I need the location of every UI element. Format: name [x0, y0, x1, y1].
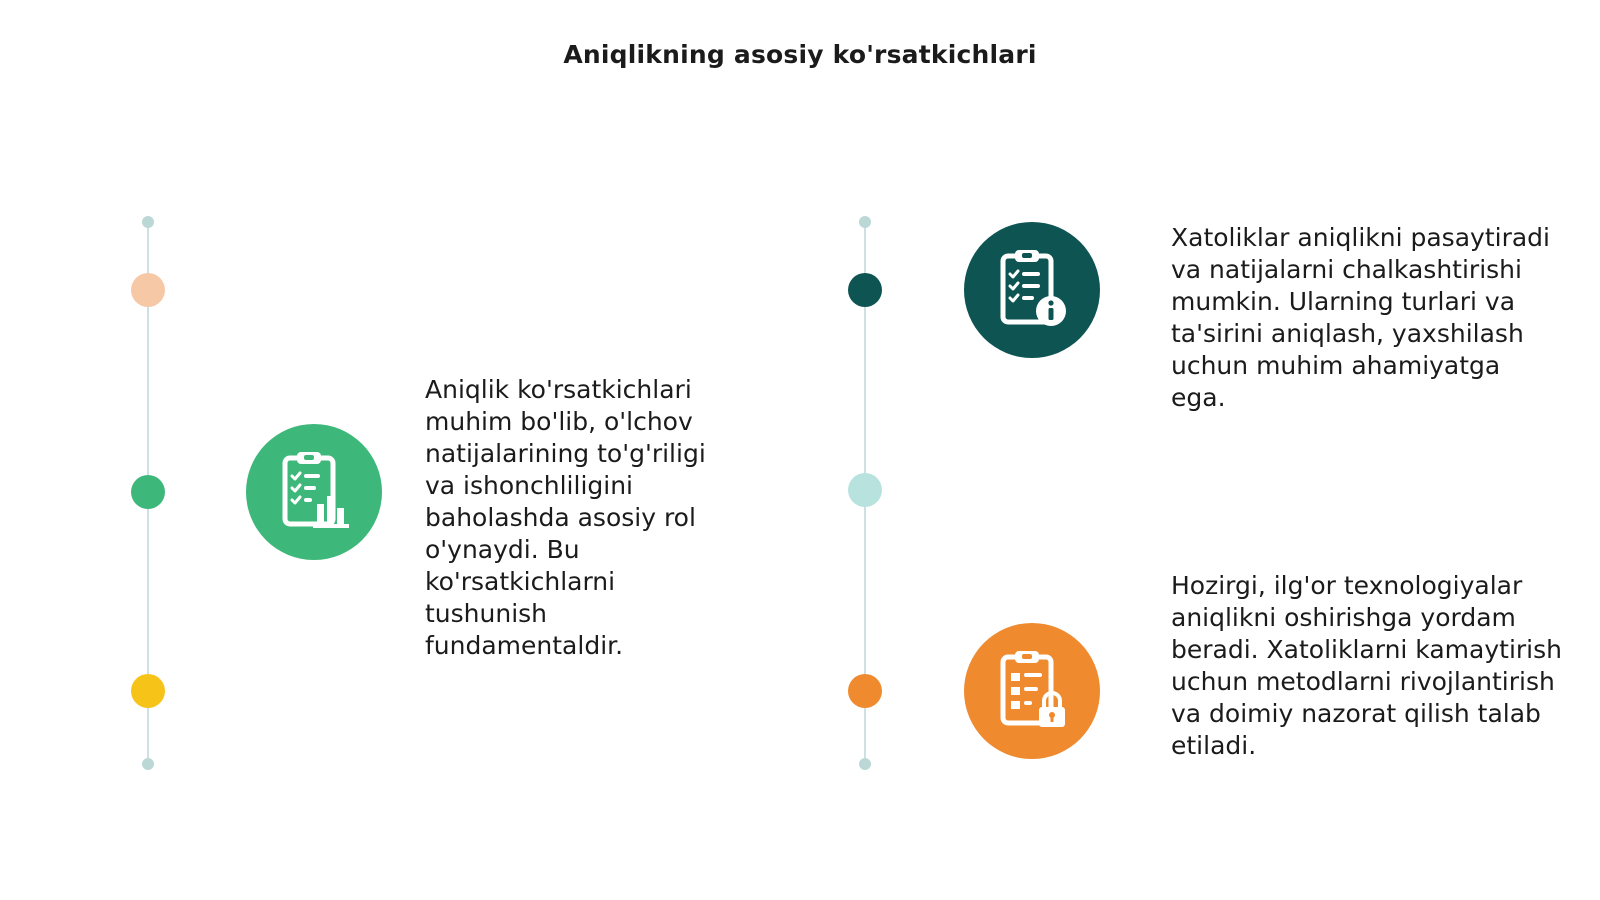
timeline-dot-light-teal	[848, 473, 882, 507]
timeline-dot-dark-teal	[848, 273, 882, 307]
timeline-dot-peach	[131, 273, 165, 307]
timeline-end-cap	[859, 216, 871, 228]
clipboard-chart-icon	[277, 450, 351, 534]
item-1-icon-circle	[246, 424, 382, 560]
clipboard-info-icon	[995, 248, 1069, 332]
item-3-icon-circle	[964, 623, 1100, 759]
timeline-line	[147, 222, 149, 764]
page-title: Aniqlikning asosiy ko'rsatkichlari	[563, 40, 1037, 69]
timeline-line	[864, 222, 866, 764]
timeline-dot-yellow	[131, 674, 165, 708]
timeline-end-cap	[859, 758, 871, 770]
item-2-icon-circle	[964, 222, 1100, 358]
timeline-end-cap	[142, 216, 154, 228]
timeline-end-cap	[142, 758, 154, 770]
timeline-dot-green	[131, 475, 165, 509]
item-2-text: Xatoliklar aniqlikni pasaytiradi va natijalarni chalkashtirishi mumkin. Ularning turlari va ta'sirini aniqlash, yaxshilash uchun muhim ahamiyatga ega.	[1171, 223, 1550, 412]
clipboard-lock-icon	[995, 649, 1069, 733]
timeline-dot-orange	[848, 674, 882, 708]
item-3-text: Hozirgi, ilg'or texnologiyalar aniqlikni oshirishga yordam beradi. Xatoliklarni kamaytirish uchun metodlarni rivojlantirish va doimiy nazorat qilish talab etiladi.	[1171, 571, 1562, 760]
item-1-text: Aniqlik ko'rsatkichlari muhim bo'lib, o'lchov natijalarining to'g'riligi va ishonchliligini baholashda asosiy rol o'ynaydi. Bu ko'rsatkichlarni tushunish fundamentaldir.	[425, 375, 706, 660]
